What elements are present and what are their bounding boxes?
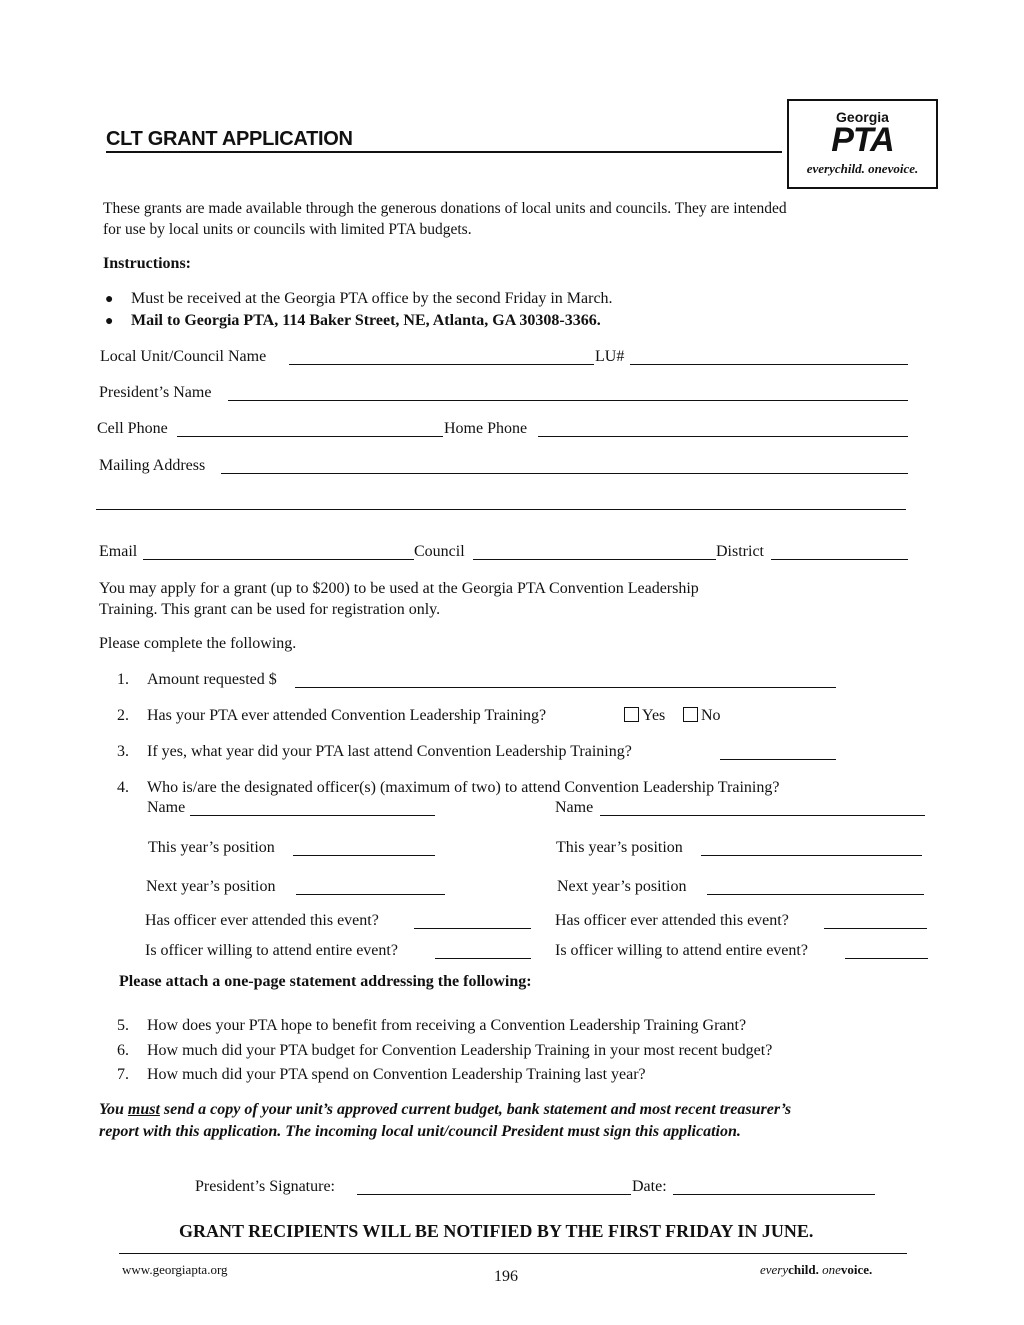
officer-1-attended-label: Has officer ever attended this event? [145,912,379,929]
attended-before-question: Has your PTA ever attended Convention Leadership Training? [147,707,547,724]
no-checkbox[interactable] [683,707,698,722]
president-signature-label: President’s Signature: [195,1178,335,1195]
officer-1-this-year-label: This year’s position [148,839,275,856]
question-number: 1. [117,671,129,688]
tagline-every: every [760,1262,789,1277]
officer-2-next-year-input[interactable] [707,894,924,895]
page-number: 196 [494,1268,518,1285]
footer-tagline [760,1262,872,1278]
title-underline [106,151,782,153]
grant-text-line-1: You may apply for a grant (up to $200) to be used at the Georgia PTA Convention Leadership [99,580,699,597]
bullet-icon: ● [105,292,114,307]
mailing-address-input[interactable] [221,473,908,474]
officer-1-willing-label: Is officer willing to attend entire event? [145,942,398,959]
page-title: CLT GRANT APPLICATION [106,128,353,150]
officer-2-attended-label: Has officer ever attended this event? [555,912,789,929]
last-attend-year-input[interactable] [720,759,836,760]
yes-checkbox[interactable] [624,707,639,722]
footer-website: www.georgiapta.org [122,1262,228,1277]
date-input[interactable] [673,1194,875,1195]
instruction-item-1: Must be received at the Georgia PTA office by the second Friday in March. [131,290,613,307]
email-label: Email [99,543,138,560]
home-phone-input[interactable] [538,436,908,437]
question-number: 7. [117,1066,129,1083]
officer-1-attended-input[interactable] [414,928,531,929]
intro-line-1: These grants are made available through the generous donations of local units and councils. They are intended [103,200,787,217]
officer-2-name-label: Name [555,799,594,816]
officer-2-willing-label: Is officer willing to attend entire event? [555,942,808,959]
council-label: Council [414,543,465,560]
question-number: 4. [117,779,129,796]
mailing-address-line-2[interactable] [96,509,906,510]
officer-1-this-year-input[interactable] [293,855,435,856]
instructions-heading: Instructions: [103,255,192,272]
question-number: 6. [117,1042,129,1059]
grant-text-line-2: Training. This grant can be used for registration only. [99,601,441,618]
tagline-voice: voice. [840,1262,873,1277]
email-input[interactable] [143,559,414,560]
tagline-child: child. [788,1262,819,1277]
officer-2-next-year-label: Next year’s position [557,878,687,895]
question-number: 2. [117,707,129,724]
local-unit-input[interactable] [289,364,594,365]
georgia-pta-logo [787,99,938,189]
question-number: 5. [117,1017,129,1034]
statement-question-6: How much did your PTA budget for Convention Leadership Training in your most recent budget? [147,1042,773,1059]
attach-heading: Please attach a one-page statement addressing the following: [119,973,532,990]
home-phone-label: Home Phone [444,420,528,437]
officer-1-name-label: Name [147,799,186,816]
last-attend-year-question: If yes, what year did your PTA last attend Convention Leadership Training? [147,743,632,760]
yes-label: Yes [642,707,666,724]
officer-1-next-year-label: Next year’s position [146,878,276,895]
president-signature-input[interactable] [357,1194,631,1195]
amount-requested-input[interactable] [295,687,836,688]
footer-rule [119,1253,907,1254]
statement-question-7: How much did your PTA spend on Convention Leadership Training last year? [147,1066,646,1083]
date-label: Date: [632,1178,667,1195]
logo-pta: PTA [831,121,894,159]
district-label: District [716,543,764,560]
president-name-input[interactable] [228,400,908,401]
notice-you: You [99,1101,124,1118]
notice-line-1 [99,1101,791,1119]
complete-instruction: Please complete the following. [99,635,297,652]
cell-phone-label: Cell Phone [97,420,168,437]
lu-number-label: LU# [595,348,625,365]
announcement: GRANT RECIPIENTS WILL BE NOTIFIED BY THE FIRST FRIDAY IN JUNE. [179,1221,814,1241]
officer-1-willing-input[interactable] [435,958,531,959]
mailing-address-label: Mailing Address [99,457,206,474]
officer-2-attended-input[interactable] [824,928,927,929]
question-number: 3. [117,743,129,760]
logo-state: Georgia [836,109,889,125]
officer-1-next-year-input[interactable] [296,894,445,895]
council-input[interactable] [473,559,716,560]
notice-line-2: report with this application. The incoming local unit/council President must sign this application. [99,1123,741,1140]
district-input[interactable] [771,559,908,560]
officer-2-willing-input[interactable] [845,958,928,959]
president-name-label: President’s Name [99,384,212,401]
instruction-item-2: Mail to Georgia PTA, 114 Baker Street, NE, Atlanta, GA 30308-3366. [131,312,601,329]
amount-requested-label: Amount requested $ [147,671,277,688]
cell-phone-input[interactable] [177,436,443,437]
designated-officers-question: Who is/are the designated officer(s) (maximum of two) to attend Convention Leadership Training? [147,779,780,796]
lu-number-input[interactable] [630,364,908,365]
officer-2-this-year-label: This year’s position [556,839,683,856]
statement-question-5: How does your PTA hope to benefit from receiving a Convention Leadership Training Grant? [147,1017,747,1034]
bullet-icon: ● [105,314,114,329]
notice-must: must [127,1101,160,1118]
notice-rest: send a copy of your unit’s approved current budget, bank statement and most recent treasurer’s [163,1101,792,1118]
officer-2-this-year-input[interactable] [701,855,922,856]
officer-1-name-input[interactable] [190,815,435,816]
officer-2-name-input[interactable] [600,815,925,816]
tagline-one: one [822,1262,841,1277]
no-label: No [701,707,721,724]
local-unit-label: Local Unit/Council Name [100,348,267,365]
intro-line-2: for use by local units or councils with limited PTA budgets. [103,221,472,238]
logo-tagline: everychild. onevoice. [806,161,919,176]
